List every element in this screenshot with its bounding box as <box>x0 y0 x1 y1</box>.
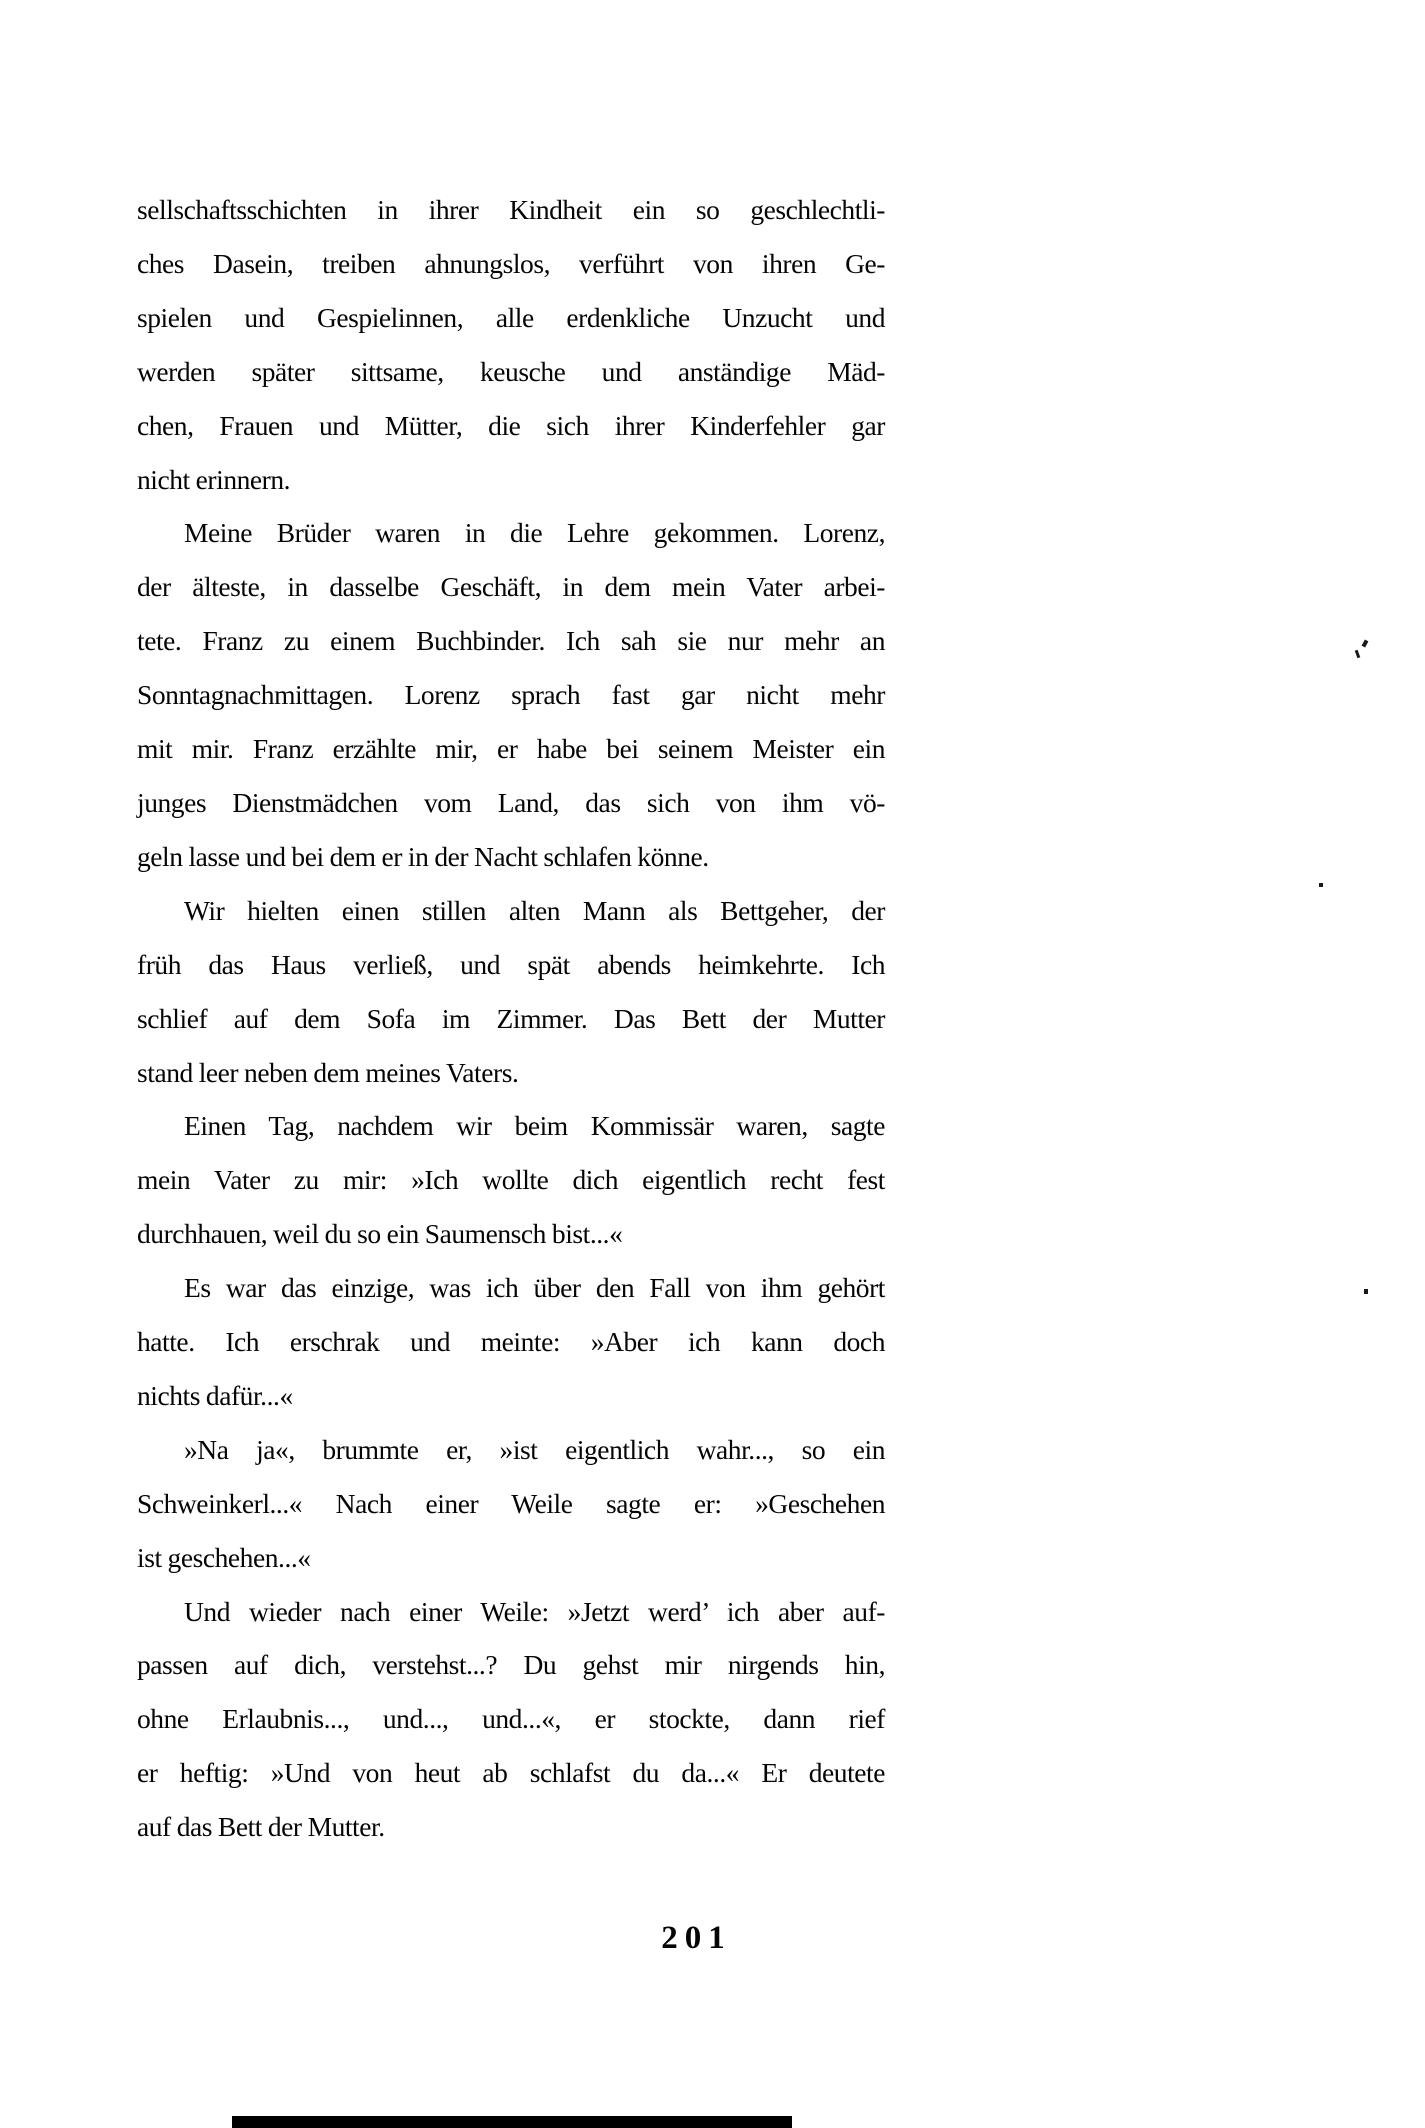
text-line: Schweinkerl...« Nach einer Weile sagte er: »Geschehen <box>137 1487 885 1519</box>
text-line: werden später sittsame, keusche und anständige Mäd- <box>137 355 885 387</box>
text-line: durchhauen, weil du so ein Saumensch bist...« <box>137 1218 623 1250</box>
text-line: sellschaftsschichten in ihrer Kindheit ein so geschlechtli- <box>137 194 885 225</box>
scan-speck <box>1355 650 1361 659</box>
text-line: hatte. Ich erschrak und meinte: »Aber ich kann doch <box>137 1326 885 1358</box>
text-line: Einen Tag, nachdem wir beim Kommissär waren, sagte <box>184 1110 885 1142</box>
text-line: er heftig: »Und von heut ab schlafst du da...« Er deutete <box>137 1757 885 1789</box>
scan-speck <box>1362 639 1369 647</box>
text-line: schlief auf dem Sofa im Zimmer. Das Bett der Mutter <box>137 1002 885 1034</box>
text-line: mein Vater zu mir: »Ich wollte dich eigentlich recht fest <box>137 1164 885 1196</box>
text-line: Und wieder nach einer Weile: »Jetzt werd’ ich aber auf- <box>184 1595 885 1627</box>
text-line: passen auf dich, verstehst...? Du gehst mir nirgends hin, <box>137 1649 885 1681</box>
text-line: auf das Bett der Mutter. <box>137 1811 385 1843</box>
text-line: früh das Haus verließ, und spät abends heimkehrte. Ich <box>137 948 885 980</box>
text-line: geln lasse und bei dem er in der Nacht schlafen könne. <box>137 840 709 872</box>
text-line: spielen und Gespielinnen, alle erdenkliche Unzucht und <box>137 301 885 333</box>
scan-edge-artifact <box>232 2116 792 2128</box>
text-line: Wir hielten einen stillen alten Mann als Bettgeher, der <box>184 894 885 926</box>
text-line: nichts dafür...« <box>137 1379 293 1411</box>
text-line: Sonntagnachmittagen. Lorenz sprach fast gar nicht mehr <box>137 679 885 711</box>
text-line: ist geschehen...« <box>137 1541 311 1573</box>
page-text <box>137 183 885 1854</box>
text-line: mit mir. Franz erzählte mir, er habe bei seinem Meister ein <box>137 733 885 765</box>
text-line: stand leer neben dem meines Vaters. <box>137 1056 519 1088</box>
scan-speck <box>1364 1289 1368 1294</box>
text-line: tete. Franz zu einem Buchbinder. Ich sah sie nur mehr an <box>137 625 885 657</box>
text-line: junges Dienstmädchen vom Land, das sich von ihm vö- <box>137 786 885 818</box>
text-line: Meine Brüder waren in die Lehre gekommen. Lorenz, <box>184 517 885 549</box>
text-line: ohne Erlaubnis..., und..., und...«, er stockte, dann rief <box>137 1703 885 1735</box>
text-line: nicht erinnern. <box>137 463 291 495</box>
text-line: Es war das einzige, was ich über den Fall von ihm gehört <box>184 1272 885 1304</box>
text-line: »Na ja«, brummte er, »ist eigentlich wahr..., so ein <box>184 1433 885 1465</box>
page-number: 201 <box>661 1920 732 1956</box>
scan-speck <box>1319 883 1323 887</box>
text-line: der älteste, in dasselbe Geschäft, in dem mein Vater arbei- <box>137 571 885 603</box>
text-line: ches Dasein, treiben ahnungslos, verführt von ihren Ge- <box>137 247 885 279</box>
text-line: chen, Frauen und Mütter, die sich ihrer Kinderfehler gar <box>137 409 885 441</box>
